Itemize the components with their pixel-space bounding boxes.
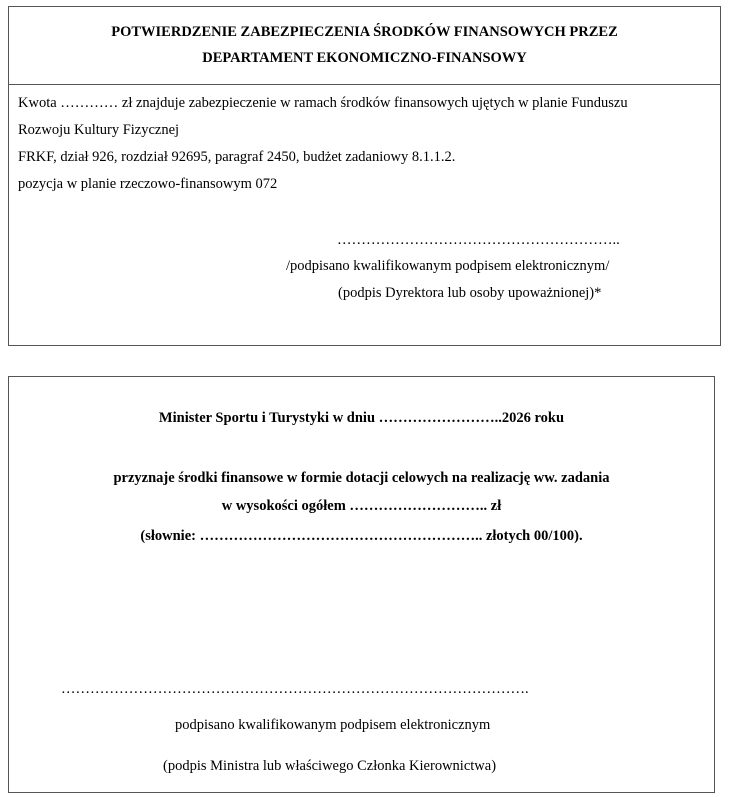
minister-grant-box	[8, 376, 715, 793]
minister-amount-words-line: (słownie: ………………………………………………….. złotych 00/100).	[140, 528, 583, 544]
confirmation-title-line1: POTWIERDZENIE ZABEZPIECZENIA ŚRODKÓW FINANSOWYCH PRZEZ	[111, 24, 618, 40]
confirmation-plan-position: pozycja w planie rzeczowo-finansowym 072	[18, 176, 278, 192]
confirmation-fund-name: Rozwoju Kultury Fizycznej	[18, 122, 180, 138]
minister-amount-line: w wysokości ogółem ……………………….. zł	[221, 498, 502, 514]
minister-signature-line: …………………………………………………………………………………….	[61, 681, 529, 697]
minister-date-line: Minister Sportu i Turystyki w dniu ……………………..2026 roku	[158, 410, 565, 426]
confirmation-budget-classification: FRKF, dział 926, rozdział 92695, paragraf 2450, budżet zadaniowy 8.1.1.2.	[18, 149, 456, 165]
confirmation-header	[9, 7, 720, 85]
minister-grant-line: przyznaje środki finansowe w formie dotacji celowych na realizację ww. zadania	[113, 470, 610, 486]
confirmation-title-line2: DEPARTAMENT EKONOMICZNO-FINANSOWY	[202, 50, 527, 66]
minister-signature-note: podpisano kwalifikowanym podpisem elektronicznym	[175, 717, 491, 733]
minister-signature-role: (podpis Ministra lub właściwego Członka Kierownictwa)	[163, 758, 497, 774]
confirmation-amount-text: Kwota ………… zł znajduje zabezpieczenie w ramach środków finansowych ujętych w planie Funduszu	[18, 95, 628, 111]
confirmation-signature-line: …………………………………………………..	[337, 232, 620, 248]
confirmation-signature-note: /podpisano kwalifikowanym podpisem elektronicznym/	[286, 258, 610, 274]
funds-confirmation-box	[8, 6, 721, 346]
confirmation-signature-role: (podpis Dyrektora lub osoby upoważnionej)*	[338, 285, 602, 301]
